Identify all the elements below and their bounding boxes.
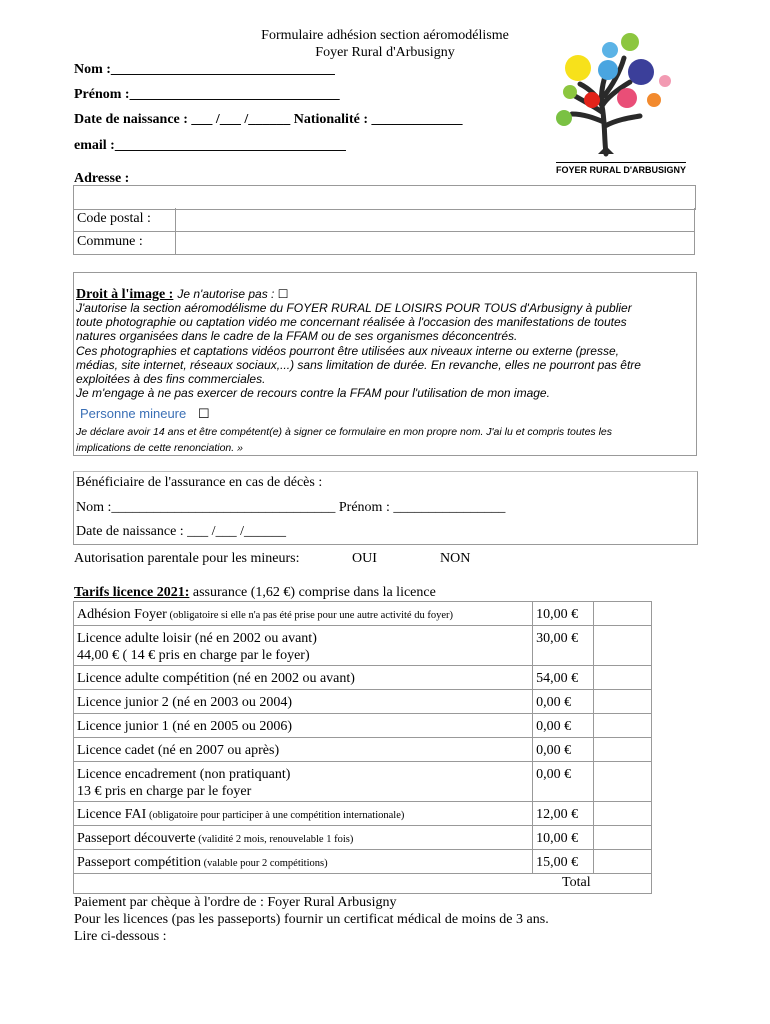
tarifs-title-bold: Tarifs licence 2021: [74,585,190,600]
tarif-main: Licence adulte loisir (né en 2002 ou avant) [77,631,317,646]
tarif-quantity-cell[interactable] [594,626,652,666]
tarif-price: 0,00 € [533,690,594,714]
tarif-row [74,626,652,666]
tarif-main: Passeport compétition [77,855,202,870]
tarif-price: 54,00 € [533,666,594,690]
total-row [74,874,652,894]
tarif-label [74,602,533,626]
email-field[interactable]: email :_________________________________ [74,138,346,153]
nom-field[interactable]: Nom :________________________________ [74,62,335,77]
tarif-row [74,802,652,826]
tarif-quantity-cell[interactable] [594,666,652,690]
droit-image-line: J'autorise la section aéromodélisme du FOYER RURAL DE LOISIRS POUR TOUS d'Arbusigny à publier [76,301,632,315]
tarif-main: Licence adulte compétition (né en 2002 ou avant) [77,671,355,686]
mineure-declaration [76,424,612,456]
droit-image-line: médias, site internet, réseaux sociaux,...) sans limitation de durée. En revanche, elles ne pourront pas être [76,357,641,372]
tarif-price: 10,00 € [533,826,594,850]
droit-image-section [73,272,697,456]
personne-mineure-label: Personne mineure [80,406,187,421]
adresse-input[interactable] [73,185,696,210]
tarif-row [74,738,652,762]
autorisation-oui-option[interactable]: OUI [352,551,377,566]
tarif-row [74,666,652,690]
commune-label: Commune : [77,234,143,249]
tarifs-title [74,585,436,601]
tarif-quantity-cell[interactable] [594,738,652,762]
tarif-row [74,690,652,714]
droit-image-line: Ces photographies et captations vidéos pourront être utilisées aux niveaux interne ou externe (presse, [76,343,619,358]
code-postal-label: Code postal : [77,211,151,226]
beneficiaire-naissance-field[interactable]: Date de naissance : ___ /___ /______ [76,524,286,539]
title-line-1: Formulaire adhésion section aéromodélisme [261,28,509,43]
tarif-row [74,850,652,874]
tarif-label [74,850,533,874]
naissance-nationalite-field[interactable]: Date de naissance : ___ /___ /______ Nationalité : _____________ [74,112,463,127]
tarif-label [74,666,533,690]
tarif-note: (validité 2 mois, renouvelable 1 fois) [195,834,354,845]
tarif-main: Licence junior 2 (né en 2003 ou 2004) [77,695,292,710]
droit-image-line: exploitées à des fins commerciales. [76,372,266,387]
tarifs-title-rest: assurance (1,62 €) comprise dans la licence [189,585,436,600]
tarif-quantity-cell[interactable] [594,762,652,802]
tarif-row [74,714,652,738]
lire-ci-dessous: Lire ci-dessous : [74,929,167,944]
tarif-price: 0,00 € [533,762,594,802]
tarif-main: Adhésion Foyer [77,607,167,622]
droit-image-text [76,301,641,400]
tarif-price: 30,00 € [533,626,594,666]
beneficiaire-nom-prenom-field[interactable]: Nom :________________________________ Prénom : ________________ [76,500,506,515]
tarif-label [74,762,533,802]
tarif-main: Passeport découverte [77,831,196,846]
tarif-main: Licence junior 1 (né en 2005 ou 2006) [77,719,292,734]
tarif-row [74,826,652,850]
tarif-label [74,802,533,826]
total-value[interactable] [594,874,652,894]
tarif-row [74,762,652,802]
prenom-field[interactable]: Prénom :______________________________ [74,87,340,102]
commune-input[interactable] [174,231,695,255]
tarif-note: (obligatoire si elle n'a pas été prise pour une autre activité du foyer) [166,610,453,621]
tarif-row [74,602,652,626]
tarif-note: (obligatoire pour participer à une compétition internationale) [146,810,405,821]
tarif-main: Licence FAI [77,807,147,822]
droit-image-line: Je m'engage à ne pas exercer de recours contre la FFAM pour l'utilisation de mon image. [76,386,550,401]
tarif-label [74,826,533,850]
droit-image-line: toute photographie ou captation vidéo me concernant réalisée à l'occasion des manifestations de toutes [76,315,627,330]
form-title [235,27,535,61]
tarif-price: 15,00 € [533,850,594,874]
droit-image-refuse-checkbox[interactable]: Je n'autorise pas : ☐ [177,287,289,301]
tree-logo-icon [528,26,688,166]
mineure-line: Je déclare avoir 14 ans et être compétent(e) à signer ce formulaire en mon propre nom. J'ai lu et compris toutes les [76,426,613,438]
personne-mineure-checkbox[interactable]: ☐ [197,406,210,421]
title-line-2: Foyer Rural d'Arbusigny [315,45,455,60]
tarif-detail: 13 € pris en charge par le foyer [77,784,252,799]
tarif-price: 0,00 € [533,714,594,738]
tarifs-table [73,601,652,894]
autorisation-non-option[interactable]: NON [440,551,471,566]
tarif-label [74,690,533,714]
tarif-quantity-cell[interactable] [594,802,652,826]
tarif-price: 10,00 € [533,602,594,626]
droit-image-line: natures organisées dans le cadre de la FFAM ou de ses organismes déconcentrés. [76,329,518,344]
code-postal-input[interactable] [174,208,695,232]
logo [528,26,688,181]
certificat-note: Pour les licences (pas les passeports) fournir un certificat médical de moins de 3 ans. [74,912,549,927]
tarif-main: Licence cadet (né en 2007 ou après) [77,743,280,758]
tarif-price: 12,00 € [533,802,594,826]
logo-caption: FOYER RURAL D'ARBUSIGNY [556,162,686,175]
autorisation-parentale-label: Autorisation parentale pour les mineurs: [74,551,300,566]
tarif-quantity-cell[interactable] [594,826,652,850]
tarif-label [74,626,533,666]
tarif-quantity-cell[interactable] [594,602,652,626]
total-label: Total [74,874,594,894]
tarif-label [74,738,533,762]
tarif-quantity-cell[interactable] [594,850,652,874]
footer-notes [74,894,549,945]
tarif-detail: 44,00 € ( 14 € pris en charge par le foyer) [77,648,310,663]
mineure-line: implications de cette renonciation. » [76,442,243,454]
paiement-note: Paiement par chèque à l'ordre de : Foyer Rural Arbusigny [74,895,397,910]
tarif-quantity-cell[interactable] [594,690,652,714]
address-table [73,185,696,256]
tarif-label [74,714,533,738]
tarif-main: Licence encadrement (non pratiquant) [77,767,291,782]
beneficiaire-section [73,471,698,545]
droit-image-heading: Droit à l'image : [76,287,174,302]
adresse-label: Adresse : [74,171,130,186]
tarif-price: 0,00 € [533,738,594,762]
tarif-note: (valable pour 2 compétitions) [201,858,328,869]
tarifs-body [74,602,652,874]
tarif-quantity-cell[interactable] [594,714,652,738]
beneficiaire-title: Bénéficiaire de l'assurance en cas de décès : [76,475,323,490]
